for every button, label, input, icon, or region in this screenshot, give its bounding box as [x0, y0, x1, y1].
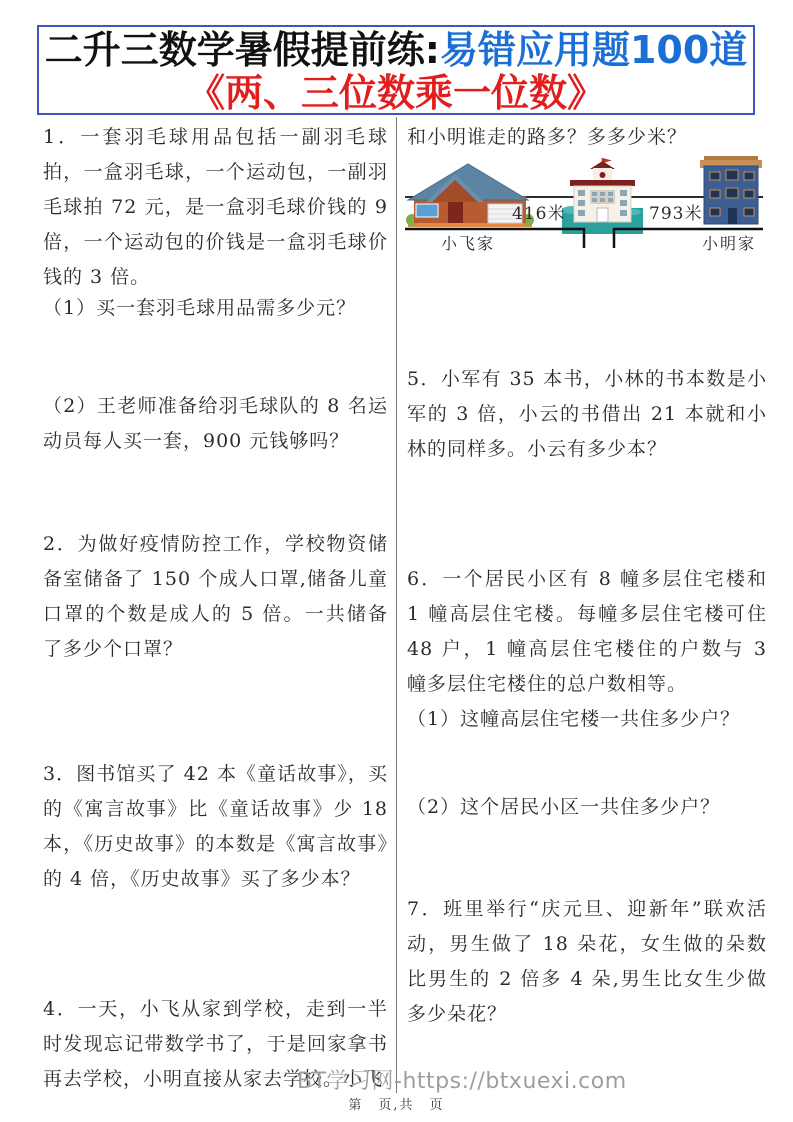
title-line-1: [39, 27, 753, 73]
distance-label-right: 793米: [649, 204, 703, 224]
page-number-footer: 第 页,共 页: [348, 1098, 445, 1113]
worksheet-title-box: [37, 25, 755, 115]
xiaoming-home-label: 小明家: [702, 234, 757, 253]
problem-1-text: 1．一套羽毛球用品包括一副羽毛球拍，一盒羽毛球，一个运动包，一副羽毛球拍 72 元，是一盒羽毛球价钱的 9 倍，一个运动包的价钱是一盒羽毛球价钱的 3 倍。: [43, 126, 388, 288]
problem-4-continuation: 和小明谁走的路多？多多少米？: [407, 126, 688, 148]
problem-5-text: 5．小军有 35 本书，小林的书本数是小军的 3 倍，小云的书借出 21 本就和小林的同样多。小云有多少本？: [407, 368, 767, 460]
problem-6-text: 6．一个居民小区有 8 幢多层住宅楼和 1 幢高层住宅楼。每幢多层住宅楼可住 48 户，1 幢高层住宅楼住的户数与 3 幢多层住宅楼住的总户数相等。: [407, 568, 767, 695]
distance-label-left: 416米: [512, 204, 566, 224]
problem-1-question-2: （2）王老师准备给羽毛球队的 8 名运动员每人买一套，900 元钱够吗？: [43, 395, 388, 452]
watermark-text: BT学习网-https://btxuexi.com: [297, 1069, 627, 1094]
xiaoming-building-icon: [700, 156, 762, 224]
problem-6-question-2: （2）这个居民小区一共住多少户？: [407, 796, 721, 818]
problem-4-text: 4．一天，小飞从家到学校，走到一半时发现忘记带数学书了，于是回家拿书再去学校，小明直接从家去学校。小飞: [43, 998, 388, 1090]
column-divider: [396, 117, 397, 1093]
problem-2-text: 2．为做好疫情防控工作，学校物资储备室储备了 150 个成人口罩,储备儿童口罩的个数是成人的 5 倍。一共储备了多少个口罩？: [43, 533, 388, 660]
problem-6-question-1: （1）这幢高层住宅楼一共住多少户？: [407, 708, 741, 730]
school-icon: [562, 158, 643, 234]
title-line-2: 《两、三位数乘一位数》: [186, 71, 605, 115]
xiaofei-home-label: 小飞家: [441, 234, 496, 253]
problem-1-question-1: （1）买一套羽毛球用品需多少元？: [43, 297, 357, 319]
problem-3-text: 3．图书馆买了 42 本《童话故事》，买的《寓言故事》比《童话故事》少 18 本，《历史故事》的本数是《寓言故事》的 4 倍，《历史故事》买了多少本？: [43, 763, 388, 890]
problem-7-text: 7．班里举行“庆元旦、迎新年”联欢活动，男生做了 18 朵花，女生做的朵数比男生的 2 倍多 4 朵,男生比女生少做多少朵花？: [407, 898, 767, 1025]
title-part-blue: 易错应用题100道: [439, 28, 748, 72]
title-part-black: 二升三数学暑假提前练:: [44, 28, 440, 72]
